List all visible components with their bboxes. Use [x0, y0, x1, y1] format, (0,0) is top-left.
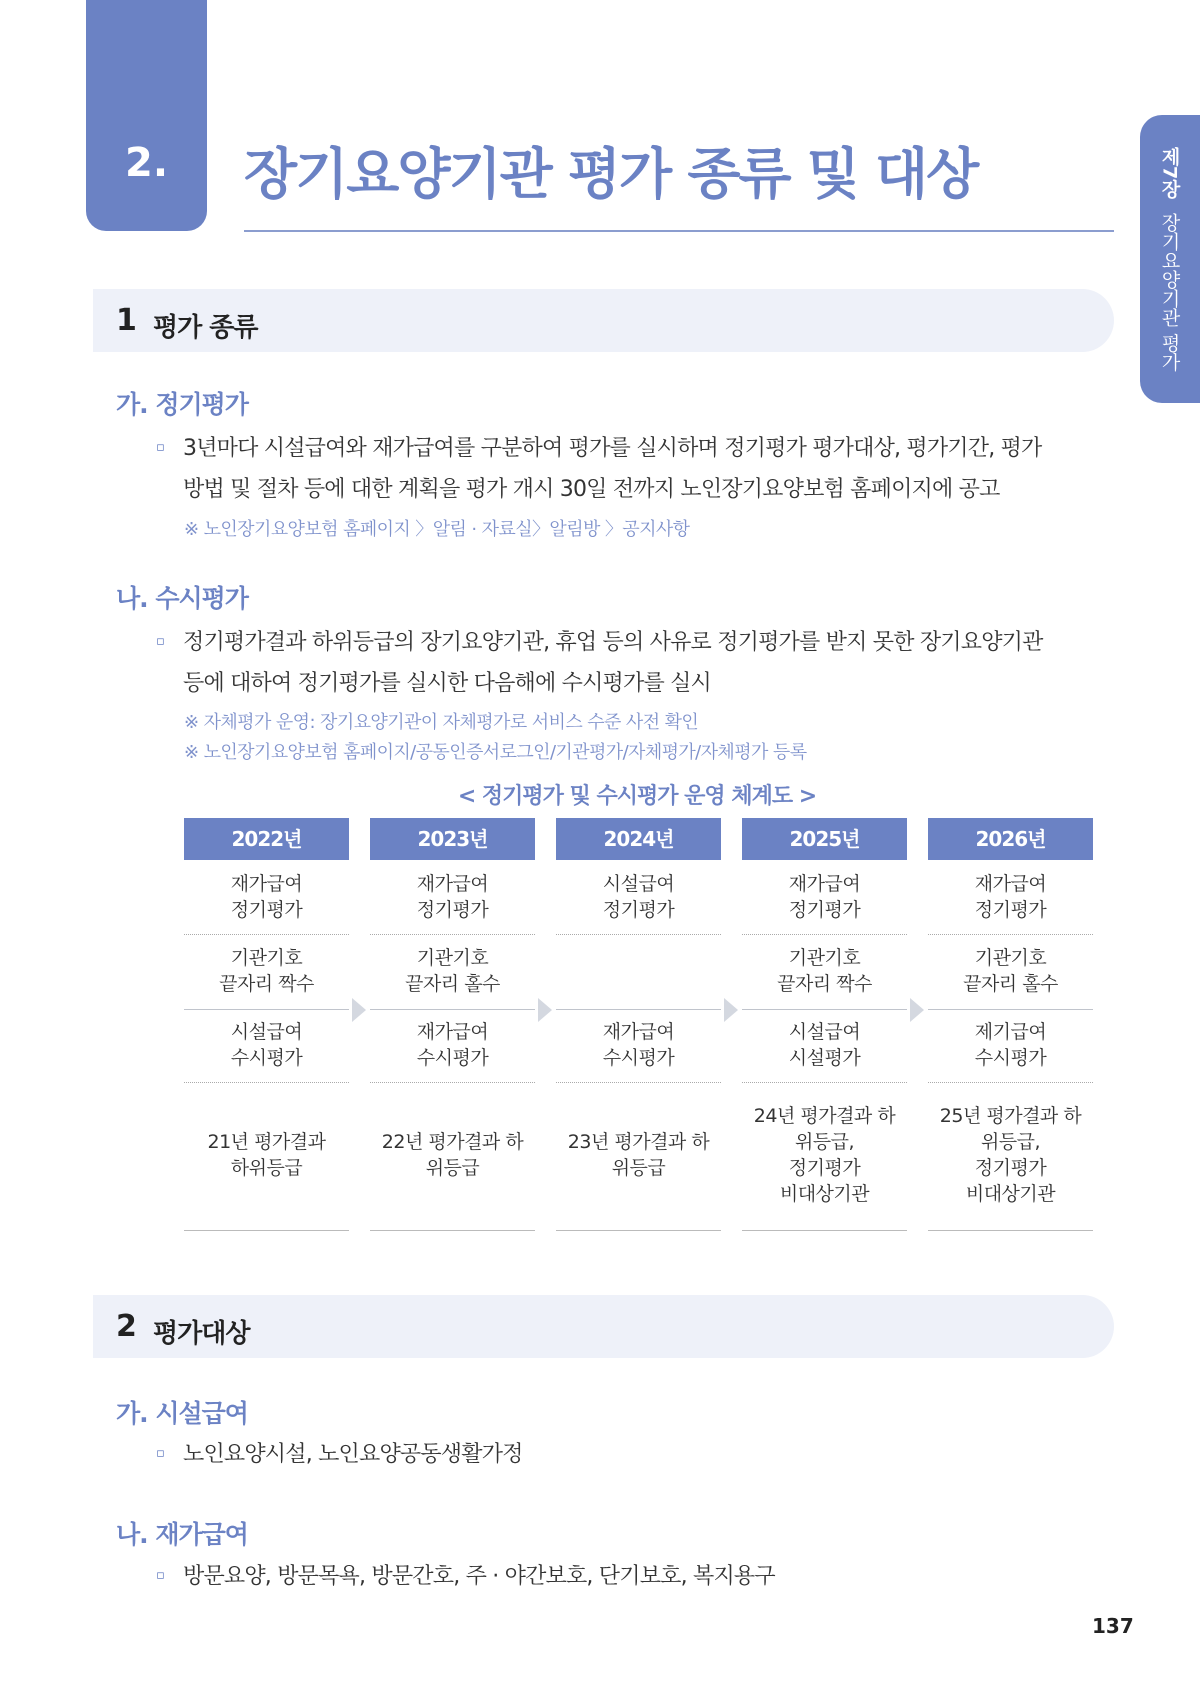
- section-title: 평가 종류: [153, 313, 258, 343]
- cell-line: 끝자리 홀수: [963, 973, 1058, 995]
- bullet-icon: ▫: [156, 1446, 165, 1461]
- diagram-column-3: [556, 818, 721, 1179]
- institution-code-cell: [556, 942, 721, 1000]
- page-title: 장기요양기관 평가 종류 및 대상: [244, 142, 978, 206]
- cell-text: [975, 871, 1046, 923]
- cell-line: 끝자리 짝수: [777, 973, 872, 995]
- dotted-divider: [184, 934, 349, 935]
- paragraph-regular-evaluation: [183, 428, 1103, 510]
- year-header: 2024년: [556, 818, 721, 860]
- target-cell: [556, 1090, 721, 1220]
- cell-line: 비대상기관: [965, 1183, 1056, 1205]
- cell-text: [417, 871, 488, 923]
- institution-code-cell: [184, 942, 349, 1000]
- timeline-divider: [556, 1009, 721, 1010]
- paragraph-line: 3년마다 시설급여와 재가급여를 구분하여 평가를 실시하며 정기평가 평가대상, 평가기간, 평가: [183, 436, 1042, 461]
- target-cell: [184, 1090, 349, 1220]
- timeline-divider: [184, 1009, 349, 1010]
- cell-text: [603, 871, 674, 923]
- cell-line: 정기평가: [788, 1157, 861, 1179]
- target-cell: [742, 1090, 907, 1220]
- note-self-evaluation-path: ※ 노인장기요양보험 홈페이지/공동인증서로그인/기관평가/자체평가/자체평가 등록: [184, 742, 807, 763]
- cell-line: 비대상기관: [779, 1183, 870, 1205]
- cell-line: 재가급여: [416, 1021, 489, 1043]
- timeline-divider: [742, 1009, 907, 1010]
- target-cell: [370, 1090, 535, 1220]
- cell-text: [963, 945, 1058, 997]
- subheading-regular-evaluation: 가. 정기평가: [116, 390, 248, 419]
- timeline-divider: [928, 1009, 1093, 1010]
- regular-evaluation-cell: [370, 868, 535, 926]
- regular-evaluation-cell: [742, 868, 907, 926]
- bottom-divider: [184, 1230, 349, 1231]
- chapter-side-tab: [1140, 115, 1200, 403]
- paragraph-line: 방법 및 절차 등에 대한 계획을 평가 개시 30일 전까지 노인장기요양보험 홈페이지에 공고: [183, 477, 1000, 502]
- dotted-divider: [928, 1082, 1093, 1083]
- occasional-evaluation-cell: [742, 1016, 907, 1074]
- cell-line: 21년 평가결과: [207, 1131, 326, 1153]
- subheading-home-benefit: 나. 재가급여: [116, 1520, 248, 1549]
- title-divider: [244, 230, 1114, 232]
- year-header: 2026년: [928, 818, 1093, 860]
- timeline-divider: [370, 1009, 535, 1010]
- cell-text: [219, 945, 314, 997]
- dotted-divider: [928, 934, 1093, 935]
- cell-text: [975, 1019, 1046, 1071]
- occasional-evaluation-cell: [184, 1016, 349, 1074]
- cell-line: 정기평가: [230, 899, 303, 921]
- target-cell: [928, 1090, 1093, 1220]
- cell-text: [568, 1129, 709, 1181]
- cell-text: [789, 871, 860, 923]
- arrow-right-icon: [538, 998, 552, 1022]
- dotted-divider: [742, 934, 907, 935]
- cell-line: 시설평가: [788, 1047, 861, 1069]
- diagram-column-2: [370, 818, 535, 1179]
- cell-text: [405, 945, 500, 997]
- cell-line: 기관기호: [974, 947, 1047, 969]
- cell-line: 수시평가: [974, 1047, 1047, 1069]
- section-title: 평가대상: [153, 1319, 250, 1349]
- bottom-divider: [742, 1230, 907, 1231]
- cell-line: 위등급: [425, 1157, 480, 1179]
- year-header: 2023년: [370, 818, 535, 860]
- cell-text: [754, 1103, 895, 1207]
- cell-line: 정기평가: [974, 899, 1047, 921]
- cell-line: 시설급여: [788, 1021, 861, 1043]
- regular-evaluation-cell: [556, 868, 721, 926]
- dotted-divider: [556, 934, 721, 935]
- subheading-occasional-evaluation: 나. 수시평가: [116, 584, 248, 613]
- cell-line: 위등급: [611, 1157, 666, 1179]
- cell-line: 22년 평가결과 하: [381, 1131, 524, 1153]
- cell-text: [382, 1129, 523, 1181]
- bottom-divider: [556, 1230, 721, 1231]
- cell-line: 수시평가: [230, 1047, 303, 1069]
- note-regular-evaluation: ※ 노인장기요양보험 홈페이지 〉알림 · 자료실〉알림방 〉공지사항: [184, 519, 690, 540]
- cell-line: 재가급여: [416, 873, 489, 895]
- cell-text: [231, 871, 302, 923]
- cell-text: [417, 1019, 488, 1071]
- cell-line: 정기평가: [416, 899, 489, 921]
- cell-line: 24년 평가결과 하: [753, 1105, 896, 1127]
- bottom-divider: [928, 1230, 1093, 1231]
- occasional-evaluation-cell: [556, 1016, 721, 1074]
- cell-line: 재가급여: [974, 873, 1047, 895]
- chapter-number: 2.: [124, 140, 169, 186]
- cell-line: 끝자리 홀수: [405, 973, 500, 995]
- cell-line: 위등급,: [794, 1131, 855, 1153]
- paragraph-occasional-evaluation: [183, 622, 1103, 704]
- section-number: 2: [116, 1309, 137, 1344]
- cell-text: [789, 1019, 860, 1071]
- cell-line: 수시평가: [416, 1047, 489, 1069]
- institution-code-cell: [370, 942, 535, 1000]
- section-header-evaluation-types: [93, 289, 1114, 352]
- occasional-evaluation-cell: [928, 1016, 1093, 1074]
- note-self-evaluation: ※ 자체평가 운영: 장기요양기관이 자체평가로 서비스 수준 사전 확인: [184, 712, 699, 733]
- cell-line: 23년 평가결과 하: [567, 1131, 710, 1153]
- dotted-divider: [742, 1082, 907, 1083]
- side-tab-label: [1140, 115, 1200, 403]
- cell-text: [940, 1103, 1081, 1207]
- cell-line: 정기평가: [788, 899, 861, 921]
- arrow-right-icon: [910, 998, 924, 1022]
- bullet-icon: ▫: [156, 1568, 165, 1583]
- dotted-divider: [370, 934, 535, 935]
- diagram-column-5: [928, 818, 1093, 1205]
- cell-line: 위등급,: [980, 1131, 1041, 1153]
- cell-text: [231, 1019, 302, 1071]
- cell-text: [603, 1019, 674, 1071]
- page-number: 137: [1092, 1614, 1134, 1638]
- chapter-number-box: [86, 0, 207, 231]
- arrow-right-icon: [352, 998, 366, 1022]
- cell-text: [777, 945, 872, 997]
- cell-line: 제기급여: [974, 1021, 1047, 1043]
- dotted-divider: [556, 1082, 721, 1083]
- dotted-divider: [184, 1082, 349, 1083]
- bullet-icon: ▫: [156, 634, 165, 649]
- side-tab-title: 장기요양기관 평가: [1158, 212, 1181, 371]
- year-header: 2022년: [184, 818, 349, 860]
- bottom-divider: [370, 1230, 535, 1231]
- paragraph-facility-benefit: 노인요양시설, 노인요양공동생활가정: [183, 1442, 523, 1467]
- diagram-column-4: [742, 818, 907, 1205]
- cell-line: 수시평가: [602, 1047, 675, 1069]
- paragraph-home-benefit: 방문요양, 방문목욕, 방문간호, 주 · 야간보호, 단기보호, 복지용구: [183, 1564, 775, 1589]
- cell-line: 끝자리 짝수: [219, 973, 314, 995]
- paragraph-line: 등에 대하여 정기평가를 실시한 다음해에 수시평가를 실시: [183, 671, 712, 696]
- cell-line: 기관기호: [416, 947, 489, 969]
- cell-line: 기관기호: [788, 947, 861, 969]
- cell-line: 재가급여: [230, 873, 303, 895]
- occasional-evaluation-cell: [370, 1016, 535, 1074]
- cell-line: 기관기호: [230, 947, 303, 969]
- cell-line: 정기평가: [974, 1157, 1047, 1179]
- paragraph-line: 정기평가결과 하위등급의 장기요양기관, 휴업 등의 사유로 정기평가를 받지 못한 장기요양기관: [183, 630, 1043, 655]
- institution-code-cell: [742, 942, 907, 1000]
- dotted-divider: [370, 1082, 535, 1083]
- diagram-column-1: [184, 818, 349, 1179]
- cell-line: 정기평가: [602, 899, 675, 921]
- regular-evaluation-cell: [928, 868, 1093, 926]
- cell-line: 25년 평가결과 하: [939, 1105, 1082, 1127]
- bullet-icon: ▫: [156, 440, 165, 455]
- subheading-facility-benefit: 가. 시설급여: [116, 1399, 248, 1428]
- institution-code-cell: [928, 942, 1093, 1000]
- cell-line: 시설급여: [230, 1021, 303, 1043]
- section-number: 1: [116, 303, 137, 338]
- cell-line: 하위등급: [230, 1157, 303, 1179]
- cell-line: 재가급여: [602, 1021, 675, 1043]
- side-tab-chapter: 제7장: [1158, 147, 1181, 199]
- cell-line: 시설급여: [602, 873, 675, 895]
- diagram-title: < 정기평가 및 수시평가 운영 체계도 >: [457, 784, 817, 809]
- cell-line: 재가급여: [788, 873, 861, 895]
- regular-evaluation-cell: [184, 868, 349, 926]
- cell-text: [208, 1129, 326, 1181]
- arrow-right-icon: [724, 998, 738, 1022]
- year-header: 2025년: [742, 818, 907, 860]
- section-header-evaluation-targets: [93, 1295, 1114, 1358]
